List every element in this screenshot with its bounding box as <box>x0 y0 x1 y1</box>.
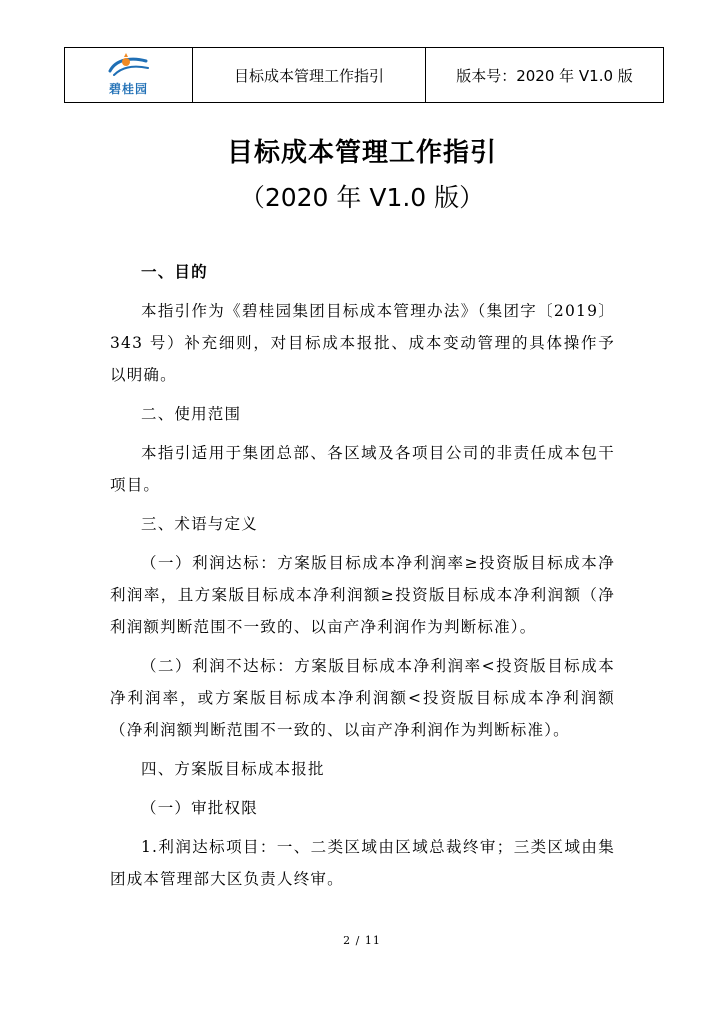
document-body <box>110 256 615 902</box>
section-heading-approval: 四、方案版目标成本报批 <box>141 760 325 778</box>
document-subtitle: （2020 年 V1.0 版） <box>239 183 485 212</box>
subsection-heading-authority: （一）审批权限 <box>141 799 258 817</box>
document-header <box>64 47 664 103</box>
section-heading-scope: 二、使用范围 <box>141 405 242 423</box>
paragraph-scope: 本指引适用于集团总部、各区域及各项目公司的非责任成本包干项目。 <box>110 444 615 494</box>
document-title: 目标成本管理工作指引 <box>226 138 497 168</box>
paragraph-profit-unmet: （二）利润不达标：方案版目标成本净利润率<投资版目标成本净利润率，或方案版目标成本净利润额<投资版目标成本净利润额（净利润额判断范围不一致的、以亩产净利润作为判断标准）。 <box>110 657 615 739</box>
logo-cell <box>65 48 193 103</box>
logo-text: 碧桂园 <box>108 82 148 96</box>
section-heading-purpose: 一、目的 <box>141 263 208 281</box>
paragraph-purpose: 本指引作为《碧桂园集团目标成本管理办法》（集团字〔2019〕343 号）补充细则，对目标成本报批、成本变动管理的具体操作予以明确。 <box>110 302 615 384</box>
paragraph-profit-met: （一）利润达标：方案版目标成本净利润率≥投资版目标成本净利润率，且方案版目标成本净利润额≥投资版目标成本净利润额（净利润额判断范围不一致的、以亩产净利润作为判断标准）。 <box>110 554 615 636</box>
header-version: 版本号：2020 年 V1.0 版 <box>426 48 664 103</box>
section-heading-terms: 三、术语与定义 <box>141 515 258 533</box>
logo-emblem-icon <box>102 53 156 79</box>
paragraph-authority-item-1: 1.利润达标项目：一、二类区域由区域总裁终审；三类区域由集团成本管理部大区负责人终审。 <box>110 838 615 888</box>
page-number: 2 / 11 <box>343 934 381 947</box>
header-doc-name: 目标成本管理工作指引 <box>193 48 426 103</box>
company-logo <box>65 53 192 97</box>
